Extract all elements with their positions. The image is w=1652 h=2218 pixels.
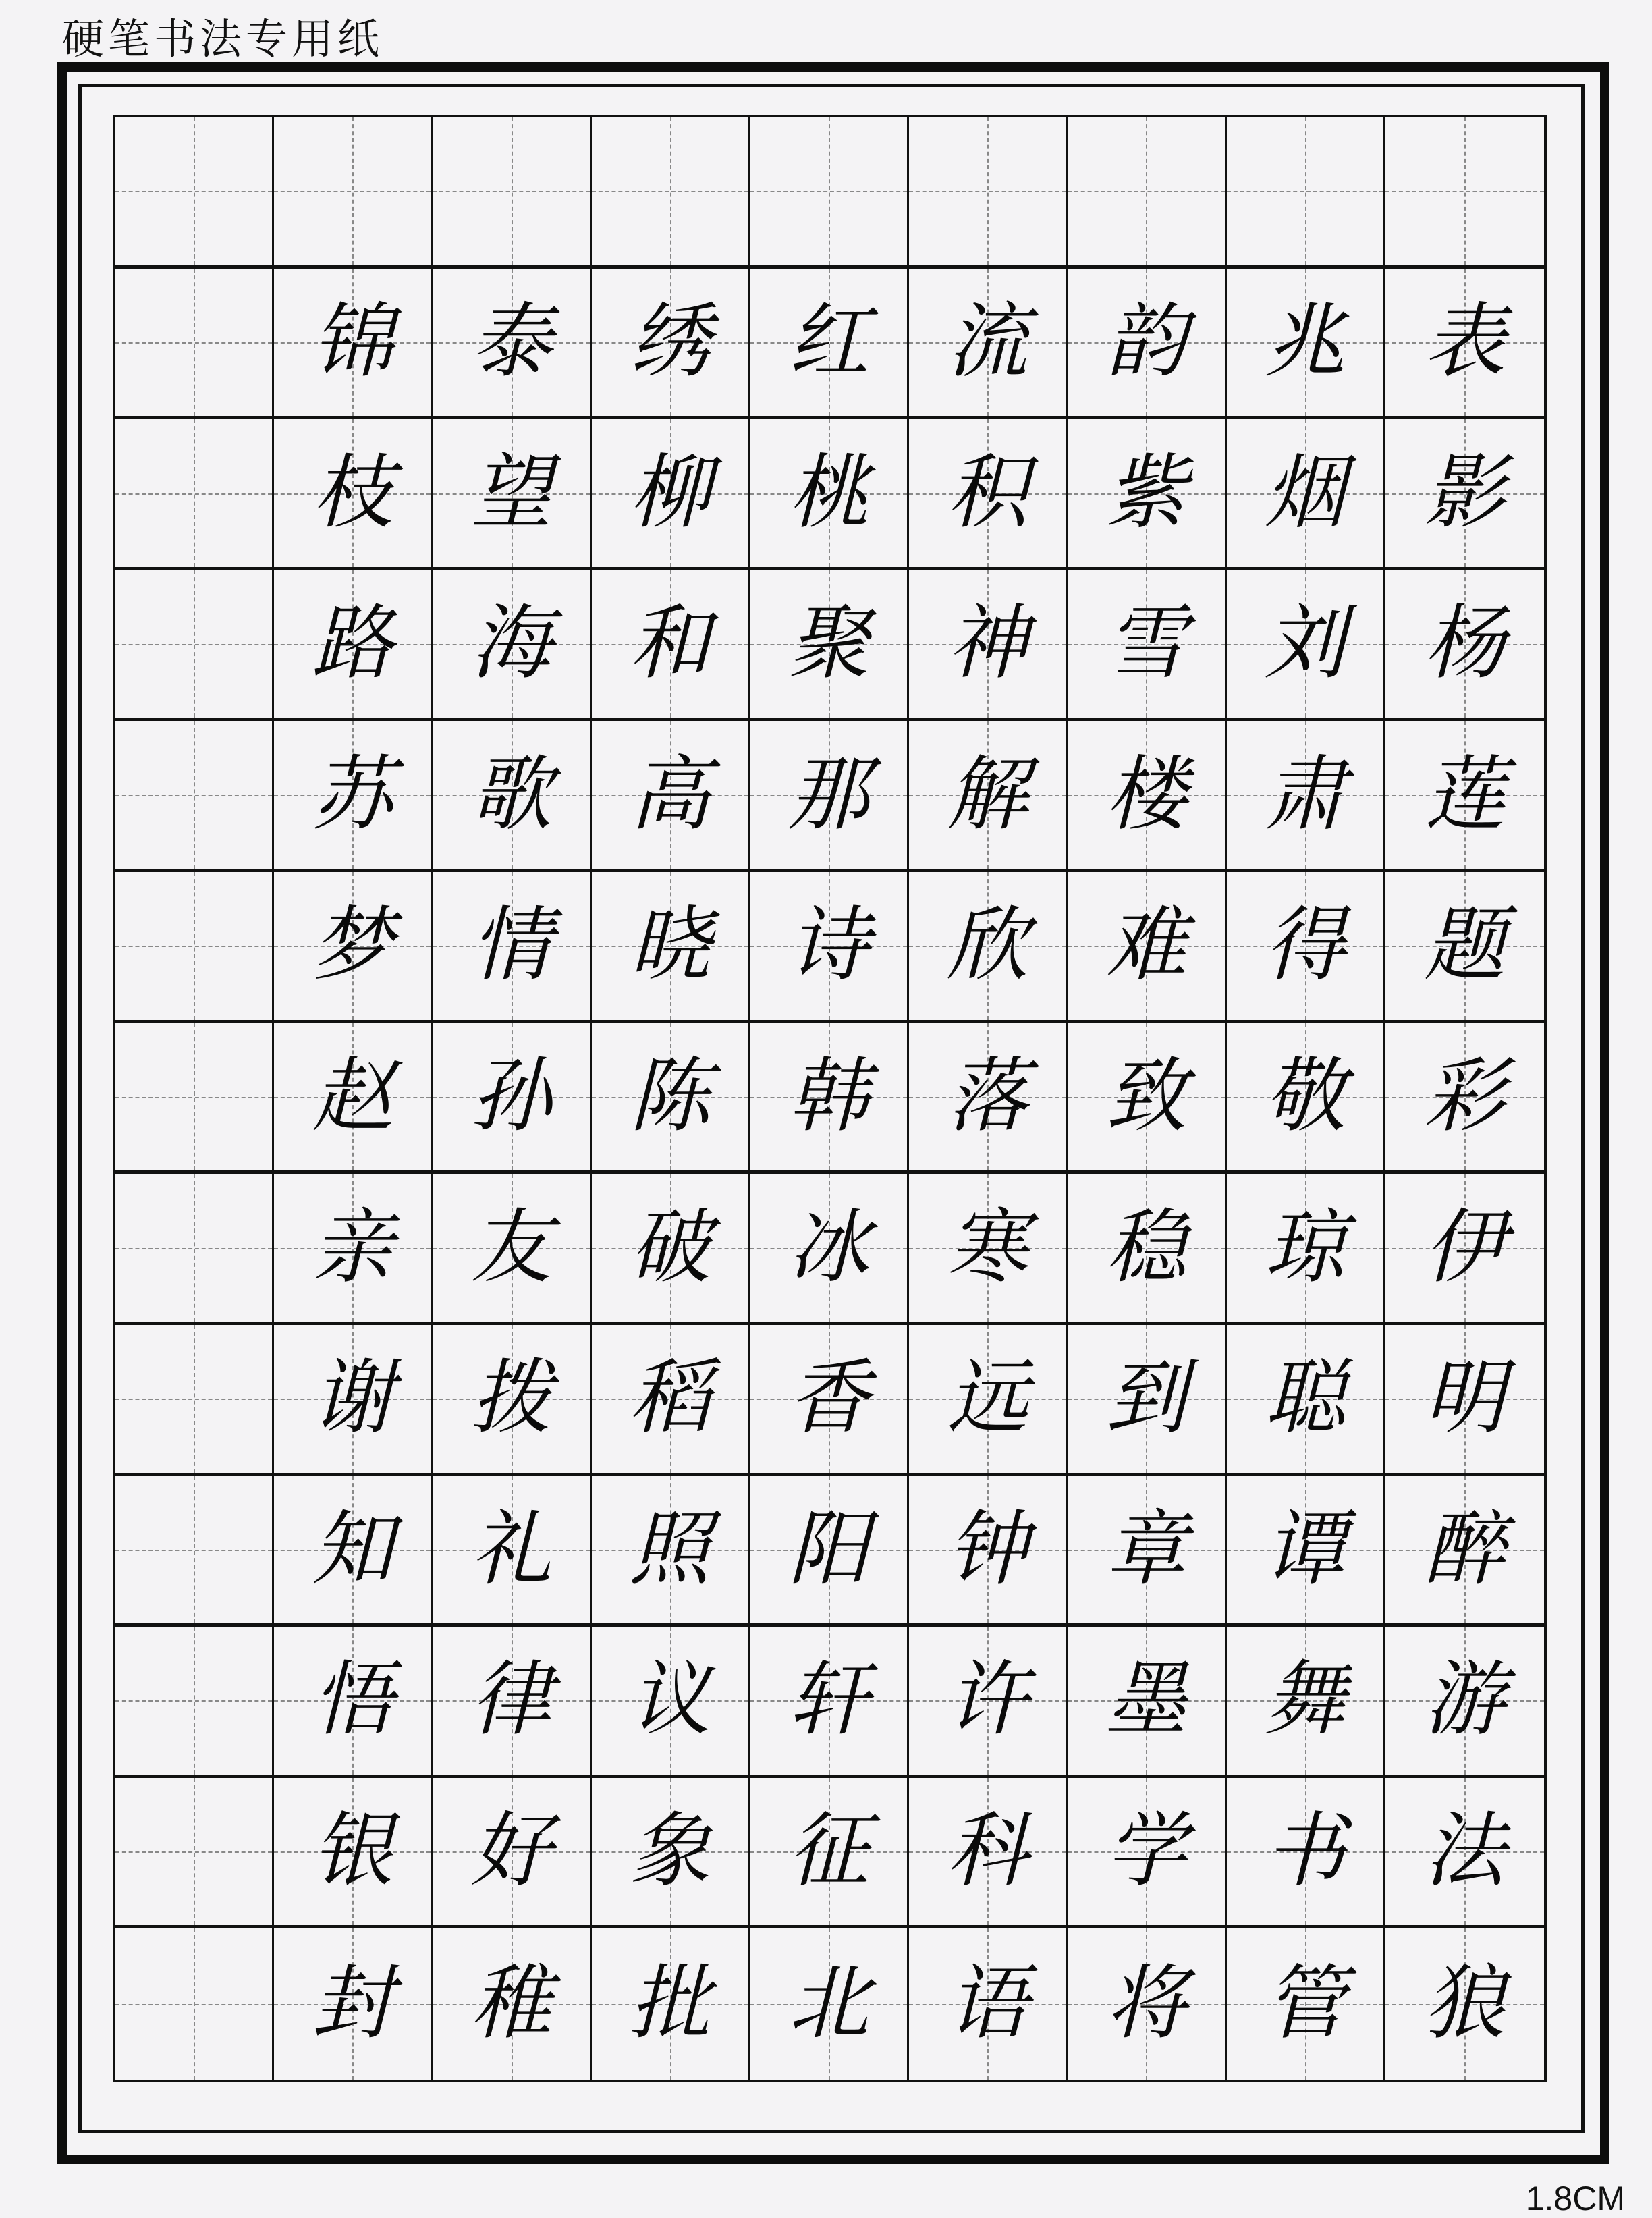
grid-cell bbox=[1068, 872, 1226, 1023]
grid-cell bbox=[909, 419, 1068, 570]
handwritten-character: 积 bbox=[947, 445, 1028, 540]
grid-cell bbox=[433, 1778, 591, 1929]
handwritten-character: 章 bbox=[1105, 1502, 1187, 1596]
handwritten-character: 明 bbox=[1424, 1351, 1506, 1446]
grid-cell bbox=[909, 1778, 1068, 1929]
handwritten-character: 烟 bbox=[1264, 445, 1346, 540]
handwritten-character: 稳 bbox=[1105, 1200, 1187, 1295]
grid-cell bbox=[274, 1476, 433, 1627]
handwritten-character: 高 bbox=[629, 747, 711, 842]
grid-cell bbox=[750, 419, 909, 570]
handwritten-character: 拨 bbox=[470, 1351, 552, 1446]
grid-cell bbox=[592, 1023, 750, 1174]
handwritten-character: 醉 bbox=[1424, 1502, 1506, 1596]
grid-cell bbox=[1385, 1174, 1544, 1325]
handwritten-character: 阳 bbox=[788, 1502, 869, 1596]
grid-cell bbox=[274, 1174, 433, 1325]
grid-cell bbox=[909, 721, 1068, 872]
handwritten-character: 桃 bbox=[788, 445, 869, 540]
handwritten-character: 和 bbox=[629, 597, 711, 691]
handwritten-character: 枝 bbox=[312, 445, 393, 540]
handwritten-character: 科 bbox=[947, 1804, 1028, 1899]
handwritten-character: 欣 bbox=[947, 898, 1028, 993]
grid-cell bbox=[1227, 721, 1385, 872]
handwritten-character: 友 bbox=[470, 1200, 552, 1295]
handwritten-character: 敬 bbox=[1264, 1049, 1346, 1143]
handwritten-character: 表 bbox=[1424, 294, 1506, 389]
handwritten-character: 晓 bbox=[629, 898, 711, 993]
grid-cell bbox=[1385, 1627, 1544, 1778]
grid-cell bbox=[433, 1476, 591, 1627]
handwritten-character: 柳 bbox=[629, 445, 711, 540]
handwritten-character: 知 bbox=[312, 1502, 393, 1596]
handwritten-character: 落 bbox=[947, 1049, 1028, 1143]
handwritten-character: 肃 bbox=[1264, 747, 1346, 842]
grid-cell bbox=[909, 1476, 1068, 1627]
grid-cell bbox=[274, 721, 433, 872]
grid-cell bbox=[750, 570, 909, 722]
grid-cell bbox=[1068, 1627, 1226, 1778]
grid-cell bbox=[909, 872, 1068, 1023]
grid-cell bbox=[750, 1928, 909, 2080]
handwritten-character: 寒 bbox=[947, 1200, 1028, 1295]
grid-cell bbox=[115, 1627, 274, 1778]
grid-cell bbox=[1385, 872, 1544, 1023]
grid-cell bbox=[1227, 1928, 1385, 2080]
handwritten-character: 杨 bbox=[1424, 597, 1506, 691]
grid-cell bbox=[115, 1778, 274, 1929]
handwritten-character: 梦 bbox=[312, 898, 393, 993]
grid-cell bbox=[433, 872, 591, 1023]
grid-cell bbox=[750, 721, 909, 872]
grid-cell bbox=[115, 117, 274, 269]
grid-cell bbox=[115, 269, 274, 420]
grid-cell bbox=[909, 1023, 1068, 1174]
page-title: 硬笔书法专用纸 bbox=[62, 14, 384, 63]
grid-cell bbox=[274, 117, 433, 269]
handwritten-character: 解 bbox=[947, 747, 1028, 842]
grid-cell bbox=[1227, 1023, 1385, 1174]
grid-cell bbox=[1068, 269, 1226, 420]
handwritten-character: 语 bbox=[947, 1957, 1028, 2051]
grid-cell bbox=[433, 1325, 591, 1476]
grid-cell bbox=[750, 1174, 909, 1325]
handwritten-character: 法 bbox=[1424, 1804, 1506, 1899]
grid-cell bbox=[750, 269, 909, 420]
grid-cell bbox=[750, 1778, 909, 1929]
grid-cell bbox=[750, 1023, 909, 1174]
handwritten-character: 聪 bbox=[1264, 1351, 1346, 1446]
grid-cell bbox=[274, 419, 433, 570]
handwritten-character: 舞 bbox=[1264, 1653, 1346, 1748]
handwritten-character: 谭 bbox=[1264, 1502, 1346, 1596]
grid-cell bbox=[1227, 1627, 1385, 1778]
handwritten-character: 紫 bbox=[1105, 445, 1187, 540]
grid-cell bbox=[592, 872, 750, 1023]
grid-cell bbox=[433, 1174, 591, 1325]
grid-cell bbox=[1068, 1476, 1226, 1627]
handwritten-character: 书 bbox=[1264, 1804, 1346, 1899]
grid-cell bbox=[1068, 1928, 1226, 2080]
grid-cell bbox=[1227, 1325, 1385, 1476]
grid-cell bbox=[750, 1325, 909, 1476]
grid-cell bbox=[433, 1023, 591, 1174]
grid-cell bbox=[1385, 1778, 1544, 1929]
handwritten-character: 香 bbox=[788, 1351, 869, 1446]
handwritten-character: 伊 bbox=[1424, 1200, 1506, 1295]
grid-cell bbox=[1385, 570, 1544, 722]
handwritten-character: 照 bbox=[629, 1502, 711, 1596]
grid-cell bbox=[115, 570, 274, 722]
scale-label: 1.8CM bbox=[1525, 2180, 1625, 2217]
grid-cell bbox=[1385, 419, 1544, 570]
handwritten-character: 到 bbox=[1105, 1351, 1187, 1446]
grid-cell bbox=[750, 117, 909, 269]
practice-grid bbox=[113, 115, 1547, 2082]
grid-cell bbox=[1068, 721, 1226, 872]
handwritten-character: 远 bbox=[947, 1351, 1028, 1446]
grid-cell bbox=[592, 1928, 750, 2080]
handwritten-character: 冰 bbox=[788, 1200, 869, 1295]
handwritten-character: 封 bbox=[312, 1957, 393, 2051]
handwritten-character: 许 bbox=[947, 1653, 1028, 1748]
grid-cell bbox=[274, 1928, 433, 2080]
handwritten-character: 稚 bbox=[470, 1957, 552, 2051]
handwritten-character: 征 bbox=[788, 1804, 869, 1899]
grid-cell bbox=[115, 1023, 274, 1174]
handwritten-character: 锦 bbox=[312, 294, 393, 389]
grid-cell bbox=[115, 872, 274, 1023]
grid-cell bbox=[1068, 570, 1226, 722]
handwritten-character: 苏 bbox=[312, 747, 393, 842]
handwritten-character: 稻 bbox=[629, 1351, 711, 1446]
grid-cell bbox=[750, 1627, 909, 1778]
grid-cell bbox=[909, 269, 1068, 420]
grid-cell bbox=[1227, 419, 1385, 570]
grid-cell bbox=[1385, 1928, 1544, 2080]
grid-cell bbox=[274, 570, 433, 722]
handwritten-character: 聚 bbox=[788, 597, 869, 691]
grid-cell bbox=[909, 1928, 1068, 2080]
grid-cell bbox=[909, 1627, 1068, 1778]
grid-cell bbox=[433, 419, 591, 570]
handwritten-character: 路 bbox=[312, 597, 393, 691]
grid-cell bbox=[433, 1627, 591, 1778]
handwritten-character: 莲 bbox=[1424, 747, 1506, 842]
grid-cell bbox=[1068, 1325, 1226, 1476]
grid-cell bbox=[592, 419, 750, 570]
handwritten-character: 那 bbox=[788, 747, 869, 842]
grid-cell bbox=[433, 721, 591, 872]
handwritten-character: 谢 bbox=[312, 1351, 393, 1446]
handwritten-character: 象 bbox=[629, 1804, 711, 1899]
handwritten-character: 孙 bbox=[470, 1049, 552, 1143]
handwritten-character: 银 bbox=[312, 1804, 393, 1899]
handwritten-character: 兆 bbox=[1264, 294, 1346, 389]
grid-cell bbox=[592, 269, 750, 420]
grid-cell bbox=[1227, 269, 1385, 420]
handwritten-character: 赵 bbox=[312, 1049, 393, 1143]
handwritten-character: 韵 bbox=[1105, 294, 1187, 389]
handwritten-character: 墨 bbox=[1105, 1653, 1187, 1748]
grid-cell bbox=[274, 1778, 433, 1929]
handwritten-character: 诗 bbox=[788, 898, 869, 993]
handwritten-character: 礼 bbox=[470, 1502, 552, 1596]
grid-cell bbox=[115, 721, 274, 872]
grid-cell bbox=[592, 1627, 750, 1778]
grid-cell bbox=[1385, 117, 1544, 269]
handwritten-character: 将 bbox=[1105, 1957, 1187, 2051]
handwritten-character: 题 bbox=[1424, 898, 1506, 993]
handwritten-character: 泰 bbox=[470, 294, 552, 389]
handwritten-character: 歌 bbox=[470, 747, 552, 842]
handwritten-character: 得 bbox=[1264, 898, 1346, 993]
handwritten-character: 韩 bbox=[788, 1049, 869, 1143]
grid-cell bbox=[909, 1325, 1068, 1476]
handwritten-character: 狼 bbox=[1424, 1957, 1506, 2051]
grid-cell bbox=[1068, 117, 1226, 269]
handwritten-character: 刘 bbox=[1264, 597, 1346, 691]
grid-cell bbox=[592, 1325, 750, 1476]
handwritten-character: 海 bbox=[470, 597, 552, 691]
handwritten-character: 钟 bbox=[947, 1502, 1028, 1596]
grid-cell bbox=[750, 872, 909, 1023]
grid-cell bbox=[433, 570, 591, 722]
handwritten-character: 红 bbox=[788, 294, 869, 389]
grid-cell bbox=[115, 1174, 274, 1325]
handwritten-character: 破 bbox=[629, 1200, 711, 1295]
grid-cell bbox=[1227, 570, 1385, 722]
handwritten-character: 神 bbox=[947, 597, 1028, 691]
grid-cell bbox=[1227, 1476, 1385, 1627]
handwritten-character: 议 bbox=[629, 1653, 711, 1748]
handwritten-character: 绣 bbox=[629, 294, 711, 389]
handwritten-character: 律 bbox=[470, 1653, 552, 1748]
handwritten-character: 楼 bbox=[1105, 747, 1187, 842]
handwritten-character: 陈 bbox=[629, 1049, 711, 1143]
grid-cell bbox=[1227, 1174, 1385, 1325]
grid-cell bbox=[592, 570, 750, 722]
handwritten-character: 轩 bbox=[788, 1653, 869, 1748]
grid-cell bbox=[1068, 1023, 1226, 1174]
grid-cell bbox=[1227, 117, 1385, 269]
handwritten-character: 学 bbox=[1105, 1804, 1187, 1899]
grid-cell bbox=[433, 269, 591, 420]
grid-cell bbox=[115, 1325, 274, 1476]
grid-cell bbox=[1068, 1778, 1226, 1929]
handwritten-character: 北 bbox=[788, 1957, 869, 2051]
grid-cell bbox=[1385, 721, 1544, 872]
grid-cell bbox=[1068, 1174, 1226, 1325]
grid-cell bbox=[1227, 872, 1385, 1023]
grid-cell bbox=[274, 269, 433, 420]
grid-cell bbox=[909, 570, 1068, 722]
grid-cell bbox=[592, 1778, 750, 1929]
grid-cell bbox=[274, 1627, 433, 1778]
grid-cell bbox=[592, 117, 750, 269]
grid-cell bbox=[1227, 1778, 1385, 1929]
handwritten-character: 批 bbox=[629, 1957, 711, 2051]
grid-cell bbox=[1385, 1023, 1544, 1174]
handwritten-character: 悟 bbox=[312, 1653, 393, 1748]
grid-cell bbox=[274, 872, 433, 1023]
handwritten-character: 游 bbox=[1424, 1653, 1506, 1748]
grid-cell bbox=[909, 1174, 1068, 1325]
grid-cell bbox=[750, 1476, 909, 1627]
handwritten-character: 彩 bbox=[1424, 1049, 1506, 1143]
handwritten-character: 亲 bbox=[312, 1200, 393, 1295]
grid-cell bbox=[1385, 1325, 1544, 1476]
grid-cell bbox=[274, 1325, 433, 1476]
handwritten-character: 流 bbox=[947, 294, 1028, 389]
grid-cell bbox=[433, 117, 591, 269]
grid-cell bbox=[1385, 1476, 1544, 1627]
handwritten-character: 致 bbox=[1105, 1049, 1187, 1143]
grid-cell bbox=[592, 721, 750, 872]
grid-cell bbox=[592, 1174, 750, 1325]
grid-cell bbox=[433, 1928, 591, 2080]
handwritten-character: 好 bbox=[470, 1804, 552, 1899]
grid-cell bbox=[1068, 419, 1226, 570]
handwritten-character: 雪 bbox=[1105, 597, 1187, 691]
handwritten-character: 难 bbox=[1105, 898, 1187, 993]
handwritten-character: 望 bbox=[470, 445, 552, 540]
grid-cell bbox=[115, 1476, 274, 1627]
handwritten-character: 琼 bbox=[1264, 1200, 1346, 1295]
grid-cell bbox=[115, 419, 274, 570]
handwritten-character: 情 bbox=[470, 898, 552, 993]
grid-cell bbox=[115, 1928, 274, 2080]
grid-cell bbox=[1385, 269, 1544, 420]
grid-cell bbox=[592, 1476, 750, 1627]
handwritten-character: 管 bbox=[1264, 1957, 1346, 2051]
grid-cell bbox=[909, 117, 1068, 269]
handwritten-character: 影 bbox=[1424, 445, 1506, 540]
grid-cell bbox=[274, 1023, 433, 1174]
